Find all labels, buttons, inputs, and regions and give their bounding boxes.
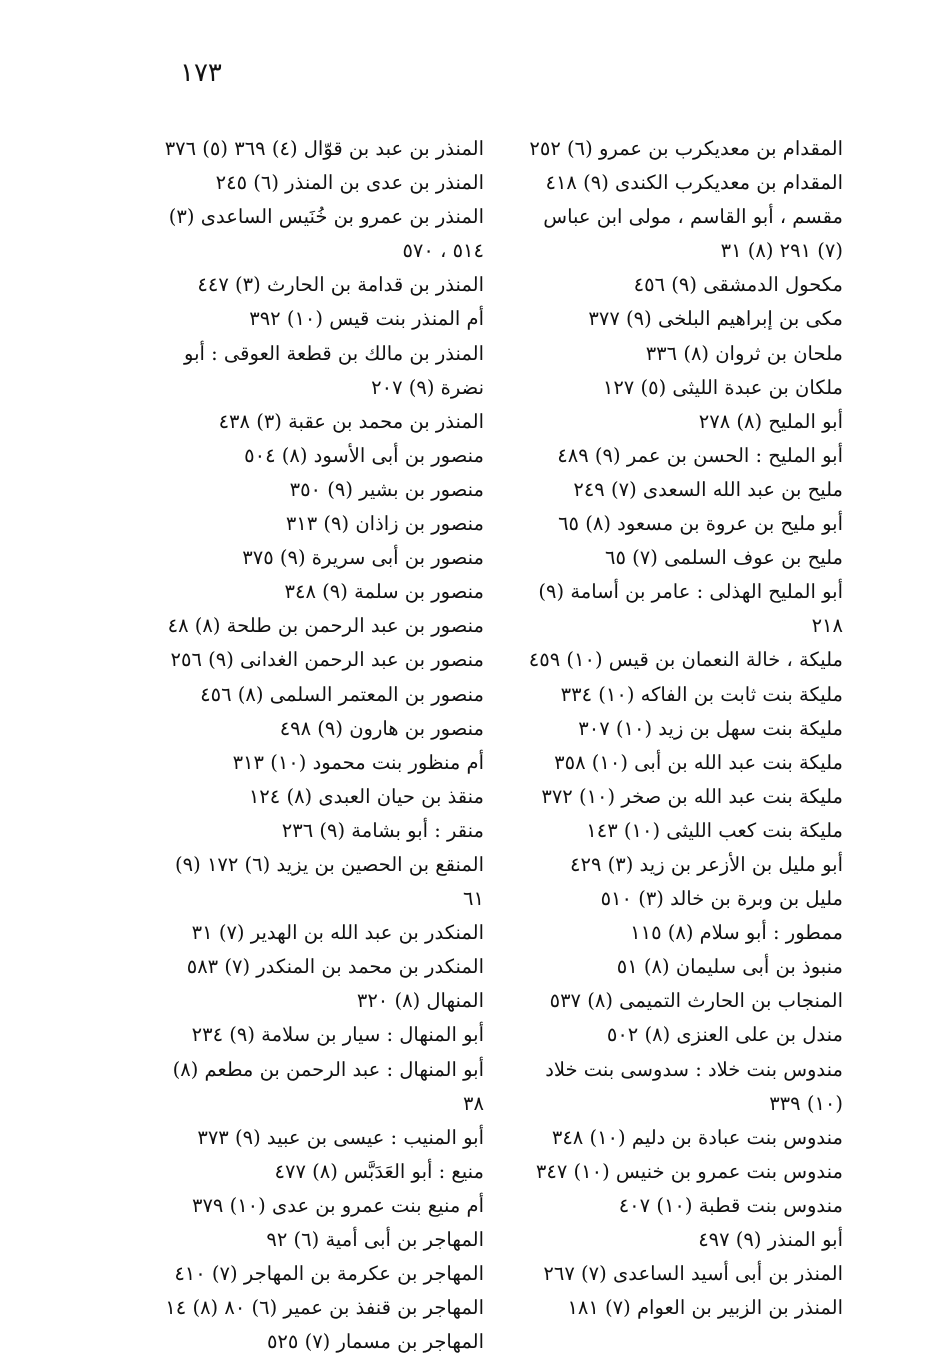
index-entry: مليكة بنت سهل بن زيد (١٠) ٣٠٧ (578, 716, 843, 740)
index-entry: المقدام بن معديكرب بن عمرو (٦) ٢٥٢ (529, 137, 843, 160)
index-entry: المنجاب بن الحارث التميمى (٨) ٥٣٧ (549, 989, 843, 1013)
index-entry: المهاجر بن قنفذ بن عمير (٦) ٨٠ (٨) ١٤ (165, 1296, 484, 1320)
index-column-left (149, 132, 484, 1359)
index-entry: المنذر بن مالك بن قطعة العوقى : أبو نضرة (٩) ٢٠٧ (184, 341, 484, 399)
index-entry: مقسم ، أبو القاسم ، مولى ابن عباس (٧) ٢٩١ (٨) ٣١ (543, 205, 843, 263)
index-entry: مليكة ، خالة النعمان بن قيس (١٠) ٤٥٩ (528, 648, 843, 672)
index-entry: المنذر بن قدامة بن الحارث (٣) ٤٤٧ (197, 273, 484, 297)
index-entry: مليل بن وبرة بن خالد (٣) ٥١٠ (600, 887, 843, 911)
index-entry: أبو المنذر (٩) ٤٩٧ (698, 1228, 843, 1251)
index-entry: منصور بن أبى الأسود (٨) ٥٠٤ (244, 443, 484, 467)
index-entry: مليكة بنت كعب الليثى (١٠) ١٤٣ (586, 818, 843, 842)
index-entry: منصور بن بشير (٩) ٣٥٠ (289, 477, 484, 501)
index-entry: منقذ بن حيان العبدى (٨) ١٢٤ (248, 784, 484, 808)
index-entry: المقدام بن معديكرب الكندى (٩) ٤١٨ (545, 171, 843, 195)
index-entry: منقر : أبو بشامة (٩) ٢٣٦ (281, 818, 484, 842)
index-entry: منصور بن زاذان (٩) ٣١٣ (285, 512, 484, 536)
index-entry: أبو المليح (٨) ٢٧٨ (698, 409, 843, 433)
index-column-right (513, 132, 843, 1325)
index-entry: أبو المليح الهذلى : عامر بن أسامة (٩) ٢١٨ (538, 580, 843, 638)
index-entry: منصور بن المعتمر السلمى (٨) ٤٥٦ (200, 682, 484, 706)
index-entry: أبو مليل بن الأزعر بن زيد (٣) ٤٢٩ (570, 852, 843, 876)
index-entry: منصور بن هارون (٩) ٤٩٨ (279, 716, 484, 740)
index-entry: مندل بن على العنزى (٨) ٥٠٢ (606, 1023, 843, 1047)
index-entry: مليح بن عوف السلمى (٧) ٦٥ (605, 546, 843, 570)
index-entry: مليكة بنت عبد الله بن صخر (١٠) ٣٧٢ (541, 784, 843, 808)
index-entry: أبو المليح : الحسن بن عمر (٩) ٤٨٩ (557, 443, 843, 467)
index-entry: المنكدر بن محمد بن المنكدر (٧) ٥٨٣ (186, 955, 484, 979)
index-entry: المنهال (٨) ٣٢٠ (356, 989, 484, 1013)
index-entry: أبو مليح بن عروة بن مسعود (٨) ٦٥ (558, 512, 843, 536)
index-entry: أبو المنهال : عبد الرحمن بن مطعم (٨) ٣٨ (172, 1057, 484, 1115)
index-entry: المنذر بن محمد بن عقبة (٣) ٤٣٨ (218, 409, 484, 433)
index-entry: المهاجر بن أبى أمية (٦) ٩٢ (266, 1228, 484, 1251)
page-number: ١٧٣ (180, 58, 222, 88)
index-entry: أم منظور بنت محمود (١٠) ٣١٣ (232, 750, 484, 774)
index-entry: منصور بن عبد الرحمن بن طلحة (٨) ٤٨ (167, 614, 484, 638)
index-entry: مندوس بنت عبادة بن دليم (١٠) ٣٤٨ (551, 1125, 843, 1149)
index-entry: مليكة بنت عبد الله بن أبى (١٠) ٣٥٨ (554, 750, 843, 774)
index-entry: المنذر بن عبد بن قوّال (٤) ٣٦٩ (٥) ٣٧٦ (164, 137, 484, 160)
index-entry: المنذر بن الزبير بن العوام (٧) ١٨١ (567, 1296, 843, 1320)
index-entry: المنذر بن عمرو بن خُنَيس الساعدى (٣) ٥١٤ ، ٥٧٠ (168, 205, 484, 263)
index-entry: ممطور : أبو سلام (٨) ١١٥ (630, 921, 843, 945)
index-entry: أبو المنيب : عيسى بن عبيد (٩) ٣٧٣ (197, 1125, 484, 1149)
index-entry: منبوذ بن أبى سليمان (٨) ٥١ (616, 955, 843, 979)
index-entry: مندوس بنت عمرو بن خنيس (١٠) ٣٤٧ (535, 1159, 843, 1183)
index-entry: منيع : أبو العَدَبَّس (٨) ٤٧٧ (274, 1159, 484, 1183)
index-entry: ملكان بن عبدة الليثى (٥) ١٢٧ (602, 375, 843, 399)
index-entry: مكحول الدمشقى (٩) ٤٥٦ (633, 273, 843, 297)
index-entry: المنذر بن أبى أسيد الساعدى (٧) ٢٦٧ (543, 1262, 843, 1286)
index-entry: أبو المنهال : سيار بن سلامة (٩) ٢٣٤ (191, 1023, 484, 1047)
index-entry: مليكة بنت ثابت بن الفاكه (١٠) ٣٣٤ (560, 682, 843, 706)
index-entry: ملحان بن ثروان (٨) ٣٣٦ (645, 341, 843, 365)
index-entry: المنذر بن عدى بن المنذر (٦) ٢٤٥ (215, 171, 484, 195)
index-entry: المهاجر بن عكرمة بن المهاجر (٧) ٤١٠ (174, 1262, 484, 1286)
index-entry: منصور بن عبد الرحمن الغدانى (٩) ٢٥٦ (170, 648, 484, 672)
index-entry: منصور بن سلمة (٩) ٣٤٨ (284, 580, 484, 604)
index-entry: المنقع بن الحصين بن يزيد (٦) ١٧٢ (٩) ٦١ (175, 852, 484, 911)
index-entry: مليح بن عبد الله السعدى (٧) ٢٤٩ (573, 477, 843, 501)
index-entry: مندوس بنت قطبة (١٠) ٤٠٧ (618, 1193, 843, 1217)
index-entry: المنكدر بن عبد الله بن الهدير (٧) ٣١ (191, 921, 484, 945)
index-entry: أم منيع بنت عمرو بن عدى (١٠) ٣٧٩ (191, 1193, 484, 1217)
index-entry: مندوس بنت خلاد : سدوسى بنت خلاد (١٠) ٣٣٩ (545, 1057, 843, 1115)
index-entry: منصور بن أبى سريرة (٩) ٣٧٥ (242, 546, 484, 570)
index-entry: أم المنذر بنت قيس (١٠) ٣٩٢ (249, 307, 484, 331)
index-entry: مكى بن إبراهيم البلخى (٩) ٣٧٧ (588, 307, 843, 331)
index-entry: المهاجر بن مسمار (٧) ٥٢٥ (266, 1330, 484, 1354)
